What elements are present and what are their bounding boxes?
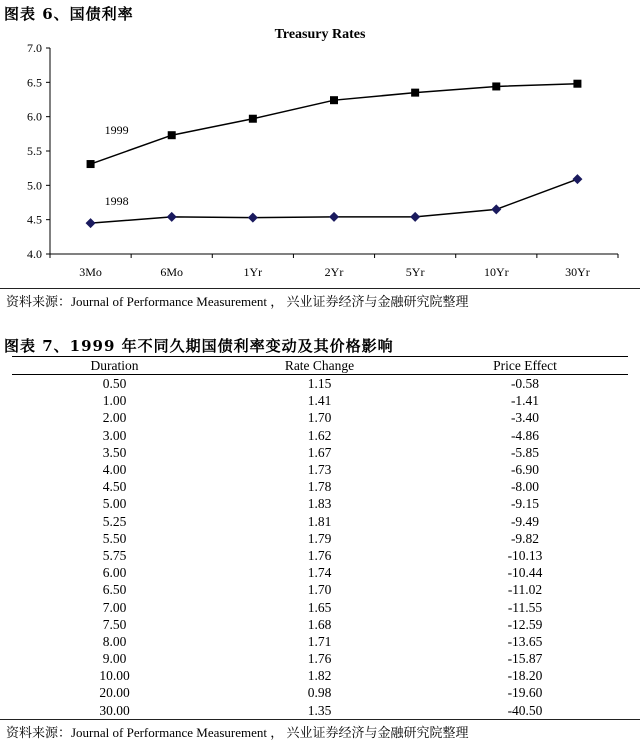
rate-change-cell: 1.70 [307, 410, 332, 426]
price-effect-cell: -0.58 [510, 376, 540, 392]
rate-change-cell: 1.35 [217, 702, 422, 720]
price-effect-cell: -9.49 [510, 513, 540, 529]
price-effect-cell: -40.50 [422, 702, 628, 720]
table-row [12, 616, 628, 633]
data-point-1998 [410, 212, 420, 222]
table-row [12, 684, 628, 701]
table-row [12, 547, 628, 564]
data-point-1999 [87, 160, 95, 168]
data-point-1998 [572, 174, 582, 184]
duration-cell: 7.50 [102, 616, 127, 632]
table-row [12, 444, 628, 461]
rate-change-cell: 1.68 [307, 616, 332, 632]
price-effect-cell: -12.59 [507, 616, 543, 632]
rate-change-cell: 1.76 [307, 651, 332, 667]
x-tick-label: 2Yr [324, 265, 344, 279]
rate-change-table [12, 356, 628, 720]
table-row [12, 650, 628, 667]
price-effect-cell: -5.85 [510, 444, 540, 460]
figure6-heading: 图表 6、国债利率 [4, 5, 134, 23]
price-effect-cell: -10.13 [507, 547, 543, 563]
rate-change-cell: 0.98 [307, 685, 332, 701]
duration-cell: 6.50 [102, 582, 127, 598]
rate-change-cell: 1.70 [307, 582, 332, 598]
duration-cell: 5.25 [102, 513, 127, 529]
price-effect-cell: -11.55 [507, 599, 543, 615]
rate-change-cell: 1.65 [307, 599, 332, 615]
y-tick-label: 5.5 [27, 144, 42, 158]
figure7-bottom-rule [0, 719, 640, 720]
data-point-1999 [411, 89, 419, 97]
table-row [12, 513, 628, 530]
table-row [12, 392, 628, 409]
rate-change-cell: 1.73 [307, 462, 332, 478]
price-effect-cell: -10.44 [507, 565, 543, 581]
data-point-1999 [573, 80, 581, 88]
series-label-1999: 1999 [104, 123, 129, 138]
duration-cell: 20.00 [99, 685, 130, 701]
data-point-1999 [330, 96, 338, 104]
table-row [12, 667, 628, 684]
table-row [12, 375, 628, 393]
table-row [12, 581, 628, 598]
data-point-1999 [249, 115, 257, 123]
y-tick-label: 4.5 [27, 212, 42, 227]
rate-change-cell: 1.71 [307, 633, 332, 649]
y-tick-label: 6.5 [27, 75, 42, 90]
rate-change-cell: 1.41 [307, 393, 332, 409]
x-tick-label: 10Yr [483, 265, 509, 279]
data-point-1998 [248, 213, 258, 223]
table-row [12, 530, 628, 547]
price-effect-cell: -6.90 [510, 462, 540, 478]
price-effect-cell: -4.86 [510, 427, 540, 443]
duration-cell: 1.00 [102, 393, 127, 409]
data-point-1998 [491, 204, 501, 214]
duration-cell: 5.75 [102, 547, 127, 563]
rate-change-cell: 1.62 [307, 427, 332, 443]
price-effect-cell: -9.82 [510, 530, 540, 546]
figure7-heading: 图表 7、1999 年不同久期国债利率变动及其价格影响 [4, 337, 394, 355]
price-effect-cell: -8.00 [510, 479, 540, 495]
price-effect-cell: -18.20 [507, 668, 543, 684]
data-point-1998 [167, 212, 177, 222]
series-line-1999 [91, 84, 578, 164]
figure7-source: 资料来源：Journal of Performance Measurement ， 兴业证券经济与金融研究院整理 [6, 725, 469, 740]
duration-cell: 10.00 [99, 668, 130, 684]
duration-cell: 7.00 [102, 599, 127, 615]
price-effect-cell: -19.60 [507, 685, 543, 701]
duration-cell: 2.00 [102, 410, 127, 426]
rate-change-cell: 1.79 [307, 530, 332, 546]
rate-change-cell: 1.83 [307, 496, 332, 512]
rate-change-cell: 1.67 [307, 444, 332, 460]
duration-cell: 30.00 [12, 702, 217, 720]
price-effect-cell: -3.40 [510, 410, 540, 426]
price-effect-cell: -13.65 [507, 633, 543, 649]
duration-cell: 3.00 [102, 427, 127, 443]
table-row [12, 598, 628, 615]
x-tick-label: 3Mo [79, 265, 102, 279]
duration-cell: 4.50 [102, 479, 127, 495]
figure6-source: 资料来源：Journal of Performance Measurement ， 兴业证券经济与金融研究院整理 [6, 294, 469, 309]
series-label-1998: 1998 [104, 194, 129, 209]
duration-cell: 4.00 [102, 462, 127, 478]
figure6-bottom-rule [0, 288, 640, 289]
x-tick-label: 1Yr [243, 265, 263, 279]
table-header-row [12, 357, 628, 375]
data-point-1999 [492, 82, 500, 90]
y-tick-label: 6.0 [27, 109, 42, 124]
table-row [12, 495, 628, 512]
rate-change-cell: 1.74 [307, 565, 332, 581]
table-row [12, 461, 628, 478]
data-point-1998 [329, 212, 339, 222]
duration-cell: 5.50 [102, 530, 127, 546]
duration-cell: 9.00 [102, 651, 127, 667]
column-header-duration: Duration [12, 357, 217, 375]
rate-change-cell: 1.78 [307, 479, 332, 495]
rate-change-cell: 1.76 [307, 547, 332, 563]
table-row [12, 427, 628, 444]
column-header-rate-change: Rate Change [217, 357, 422, 375]
rate-change-cell: 1.81 [307, 513, 332, 529]
duration-cell: 6.00 [102, 565, 127, 581]
price-effect-cell: -15.87 [507, 651, 543, 667]
x-tick-label: 5Yr [405, 265, 425, 279]
y-tick-label: 7.0 [27, 41, 42, 55]
chart-title: Treasury Rates [274, 27, 366, 42]
table-body [12, 375, 628, 720]
table-row [12, 702, 628, 720]
y-tick-label: 4.0 [27, 247, 42, 261]
column-header-price-effect: Price Effect [422, 357, 628, 375]
price-effect-cell: -9.15 [510, 496, 540, 512]
duration-cell: 3.50 [102, 444, 127, 460]
rate-change-cell: 1.82 [307, 668, 332, 684]
duration-cell: 8.00 [102, 633, 127, 649]
duration-cell: 5.00 [102, 496, 127, 512]
table-row [12, 564, 628, 581]
data-point-1998 [86, 218, 96, 228]
price-effect-cell: -11.02 [507, 582, 543, 598]
chart-marks [86, 80, 583, 228]
x-tick-label: 6Mo [160, 265, 184, 279]
treasury-rates-chart [0, 22, 640, 284]
chart-axes [27, 41, 618, 279]
table-row [12, 409, 628, 426]
table-row [12, 633, 628, 650]
data-point-1999 [168, 131, 176, 139]
rate-change-cell: 1.15 [307, 376, 332, 392]
price-effect-cell: -1.41 [510, 393, 540, 409]
y-tick-label: 5.0 [27, 178, 42, 193]
x-tick-label: 30Yr [565, 265, 590, 279]
table-row [12, 478, 628, 495]
duration-cell: 0.50 [102, 376, 127, 392]
